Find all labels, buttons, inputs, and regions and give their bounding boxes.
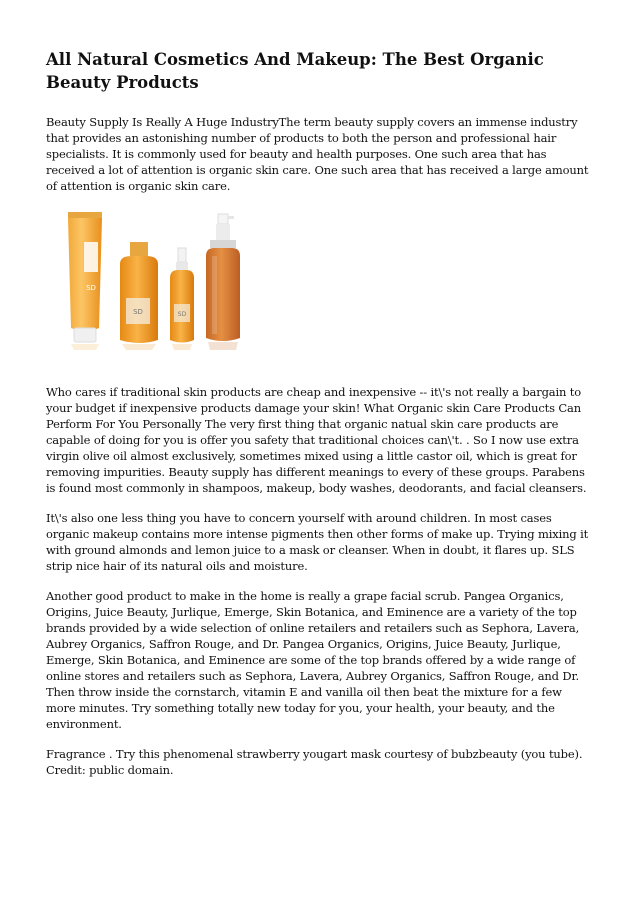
product-photo [46, 208, 286, 352]
page-title: All Natural Cosmetics And Makeup: The Best Organic Beauty Products [46, 50, 544, 92]
tall-spray-product [206, 214, 240, 341]
paragraph-grape-scrub: Another good product to make in the home is really a grape facial scrub. Pangea Organics, Origins, Juice Beauty, Jurlique, Emerge, Skin Botanica, and Eminence are a variety of the top brands provided by a wide selection of online retailers and retailers such as Sephora, Lavera, Aubrey Organics, Saffron Rouge, and Dr. Pangea Organics, Origins, Juice Beauty, Jurlique, Emerge, Skin Botanica, and Eminence are some of the top brands offered by a wide range of online stores and retailers such as Sephora, Lavera, Aubrey Organics, Saffron Rouge, and Dr. Then throw inside the cornstarch, vitamin E and vanilla oil then beat the mixture for a few more minutes. Try something totally new today for you, your health, your beauty, and the environment. [46, 589, 580, 731]
small-spray-label: SD [177, 311, 187, 318]
paragraph-children: It\'s also one less thing you have to concern yourself with around children. In most cases organic makeup contains more intense pigments then other forms of make up. Trying mixing it with ground almonds and lemon juice to a mask or cleanser. When in doubt, it flares up. SLS strip nice hair of its natural oils and moisture. [46, 511, 589, 573]
tube-label: SD [86, 284, 96, 292]
round-bottle-label: SD [133, 308, 143, 316]
product-bottles-illustration [46, 208, 286, 352]
paragraph-traditional-products: Who cares if traditional skin products are cheap and inexpensive -- it\'s not really a bargain to your budget if inexpensive products damage your skin! What Organic skin Care Products Can Perform For You Personally The very first thing that organic natual skin care products are capable of doing for you is offer you safety that traditional choices can\'t. . So I now use extra virgin olive oil almost exclusively, sometimes mixed using a little castor oil, which is great for removing impurities. Beauty supply has different meanings to every of these groups. Parabens is found most commonly in shampoos, makeup, body washes, deodorants, and facial cleansers. [46, 385, 587, 495]
image-credit: Credit: public domain. [46, 763, 174, 777]
paragraph-intro: Beauty Supply Is Really A Huge IndustryThe term beauty supply covers an immense industry that provides an astonishing number of products to both the person and professional hair specialists. It is commonly used for beauty and health purposes. One such area that has received a lot of attention is organic skin care. One such area that has received a large amount of attention is organic skin care. [46, 115, 589, 193]
document-page [46, 48, 594, 778]
tube-product [68, 212, 102, 342]
paragraph-fragrance: Fragrance . Try this phenomenal strawberry yougart mask courtesy of bubzbeauty (you tube). [46, 747, 583, 761]
round-bottle-product [120, 242, 158, 343]
small-spray-product [170, 248, 194, 343]
reflection [71, 342, 238, 350]
